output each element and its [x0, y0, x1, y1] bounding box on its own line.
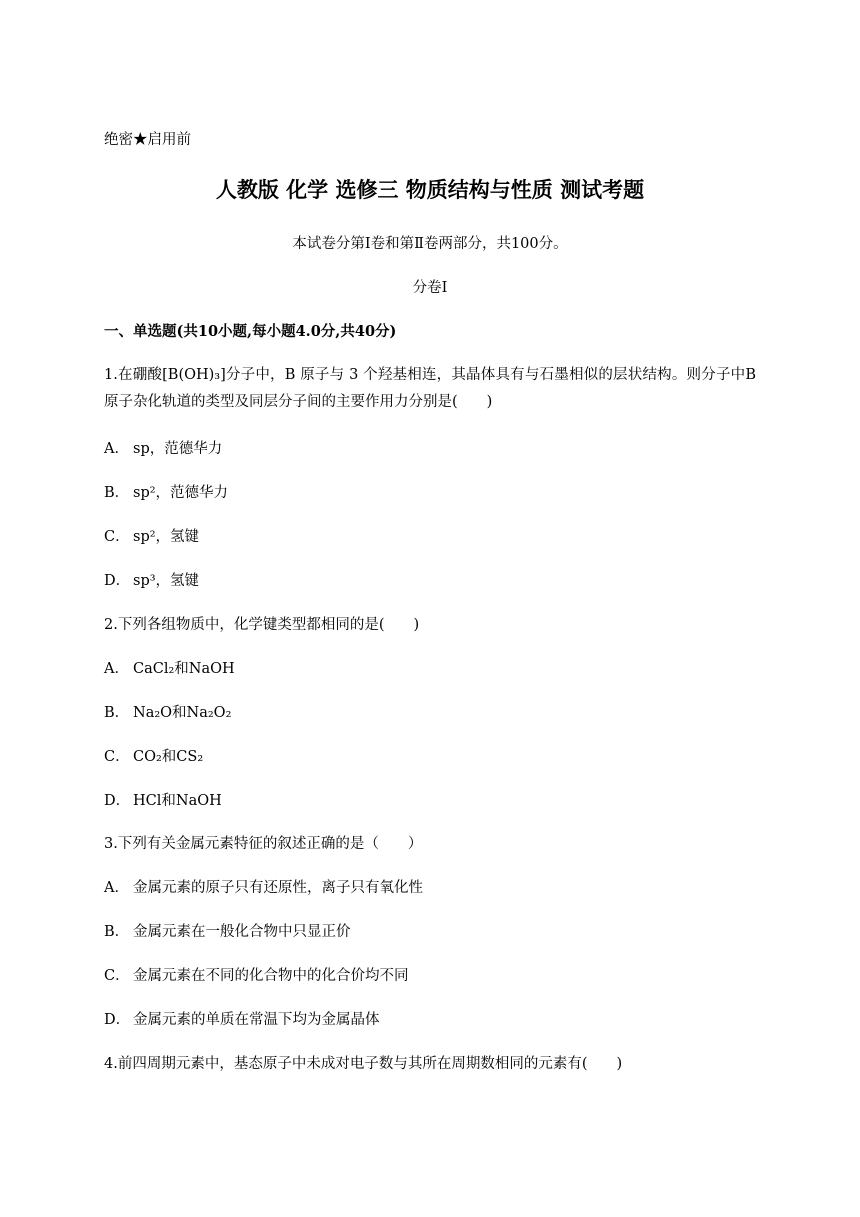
question-3-option-c[interactable] [104, 966, 760, 986]
page-title: 人教版 化学 选修三 物质结构与性质 测试考题 [215, 178, 645, 202]
question-3-option-b[interactable] [104, 922, 760, 942]
question-1-stem: 1.在硼酸[B(OH)₃]分子中，B 原子与 3 个羟基相连，其晶体具有与石墨相似的层状结构。则分子中B原子杂化轨道的类型及同层分子间的主要作用力分别是( ) [104, 367, 756, 410]
option-text: HCl和NaOH [133, 793, 222, 809]
option-letter: A． [104, 880, 129, 896]
question-2-option-b[interactable] [104, 703, 760, 723]
question-2-stem: 2.下列各组物质中，化学键类型都相同的是( ) [104, 617, 420, 633]
exam-subtitle: 本试卷分第Ⅰ卷和第Ⅱ卷两部分，共100分。 [292, 236, 568, 252]
option-letter: B． [104, 485, 130, 501]
option-text: CaCl₂和NaOH [133, 661, 235, 677]
option-letter: C． [104, 749, 130, 765]
question-2-option-d[interactable] [104, 791, 760, 811]
option-text: Na₂O和Na₂O₂ [133, 705, 232, 721]
option-letter: C． [104, 529, 130, 545]
question-1-option-d[interactable] [104, 571, 760, 591]
question-1-option-b[interactable] [104, 483, 760, 503]
option-letter: A． [104, 661, 129, 677]
option-text: CO₂和CS₂ [133, 749, 204, 765]
option-text: 金属元素在一般化合物中只显正价 [133, 924, 351, 940]
option-text: 金属元素的单质在常温下均为金属晶体 [133, 1012, 380, 1028]
option-letter: B． [104, 705, 130, 721]
option-text: sp，范德华力 [133, 441, 223, 457]
question-4-stem: 4.前四周期元素中，基态原子中未成对电子数与其所在周期数相同的元素有( ) [104, 1056, 623, 1072]
question-2-option-a[interactable] [104, 659, 760, 679]
question-1-option-a[interactable] [104, 439, 760, 459]
option-letter: D． [104, 1012, 131, 1028]
option-letter: A． [104, 441, 129, 457]
option-text: sp²，氢键 [133, 529, 200, 545]
question-3-stem: 3.下列有关金属元素特征的叙述正确的是（ ） [104, 836, 423, 852]
section-heading: 一、单选题(共10小题,每小题4.0分,共40分) [104, 323, 397, 340]
question-3-option-a[interactable] [104, 878, 760, 898]
option-letter: D． [104, 573, 131, 589]
question-1-option-c[interactable] [104, 527, 760, 547]
classification-label: 绝密★启用前 [104, 132, 191, 148]
question-3-option-d[interactable] [104, 1010, 760, 1030]
option-text: 金属元素在不同的化合物中的化合价均不同 [133, 968, 409, 984]
option-text: 金属元素的原子只有还原性，离子只有氧化性 [133, 880, 423, 896]
question-2-option-c[interactable] [104, 747, 760, 767]
option-letter: B． [104, 924, 130, 940]
option-letter: D． [104, 793, 131, 809]
option-text: sp²，范德华力 [133, 485, 229, 501]
option-text: sp³，氢键 [133, 573, 200, 589]
part-label: 分卷I [412, 280, 448, 296]
option-letter: C． [104, 968, 130, 984]
